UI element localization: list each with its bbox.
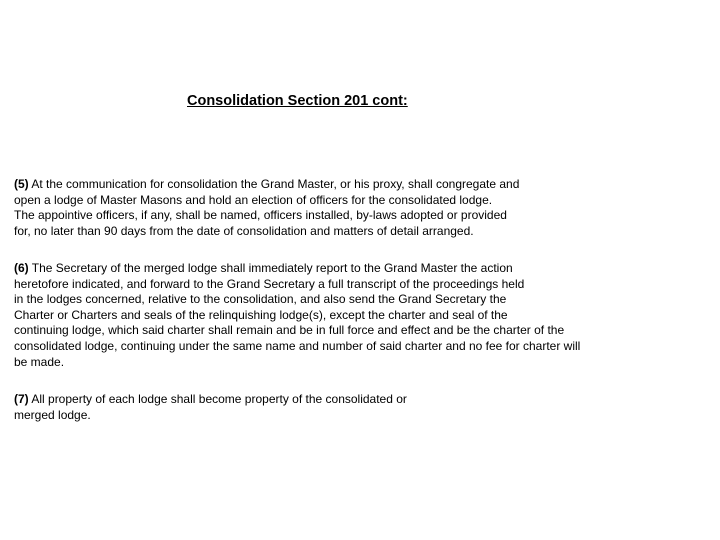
- paragraph-text: At the communication for consolidation the Grand Master, or his proxy, shall congregate and: [28, 177, 520, 191]
- paragraph-line: consolidated lodge, continuing under the same name and number of said charter and no fee for charter will: [14, 338, 581, 353]
- paragraph-line: [14, 177, 654, 193]
- paragraph-line: [14, 261, 654, 277]
- paragraph-line: merged lodge.: [14, 407, 91, 422]
- paragraph-line: open a lodge of Master Masons and hold an election of officers for the consolidated lodge.: [14, 192, 493, 207]
- paragraph-number: (5): [14, 177, 29, 191]
- page-title: Consolidation Section 201 cont:: [187, 93, 408, 109]
- paragraph-number: (7): [14, 392, 29, 406]
- paragraph-line: for, no later than 90 days from the date of consolidation and matters of detail arranged.: [14, 223, 474, 238]
- paragraph-line: in the lodges concerned, relative to the consolidation, and also send the Grand Secretary the: [14, 292, 507, 307]
- paragraph-line: continuing lodge, which said charter shall remain and be in full force and effect and be the charter of the: [14, 323, 565, 338]
- paragraph-line: Charter or Charters and seals of the relinquishing lodge(s), except the charter and seal of the: [14, 307, 508, 322]
- paragraph-line: The appointive officers, if any, shall be named, officers installed, by-laws adopted or provided: [14, 208, 507, 223]
- paragraph-line: be made.: [14, 354, 65, 369]
- paragraph-text: The Secretary of the merged lodge shall immediately report to the Grand Master the action: [28, 261, 513, 275]
- paragraph-5: [14, 177, 654, 239]
- paragraph-6: [14, 261, 654, 370]
- paragraph-line: [14, 392, 654, 408]
- paragraph-text: All property of each lodge shall become property of the consolidated or: [28, 392, 407, 406]
- paragraph-7: [14, 392, 654, 423]
- paragraph-number: (6): [14, 261, 29, 275]
- paragraph-line: heretofore indicated, and forward to the Grand Secretary a full transcript of the proceedings held: [14, 276, 525, 291]
